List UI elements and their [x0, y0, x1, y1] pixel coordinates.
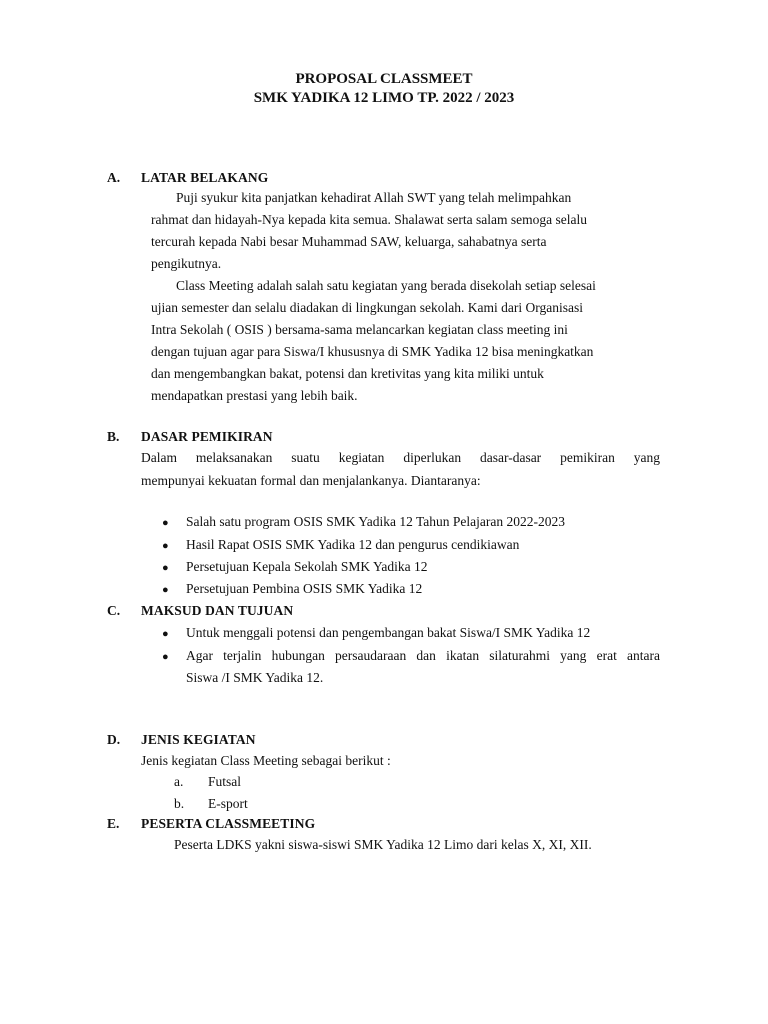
- bullet-icon: ●: [162, 651, 169, 663]
- section-a-line: ujian semester dan selalu diadakan di lingkungan sekolah. Kami dari Organisasi: [151, 300, 584, 315]
- section-b-bullet: Persetujuan Pembina OSIS SMK Yadika 12: [186, 581, 423, 596]
- section-a-line: tercurah kepada Nabi besar Muhammad SAW, keluarga, sahabatnya serta: [151, 234, 547, 249]
- bullet-icon: ●: [162, 584, 169, 596]
- document-title-line1: PROPOSAL CLASSMEET: [295, 71, 473, 87]
- bullet-icon: ●: [162, 628, 169, 640]
- section-d-title: JENIS KEGIATAN: [141, 732, 256, 747]
- section-a-letter: A.: [107, 170, 121, 185]
- section-e-title: PESERTA CLASSMEETING: [141, 816, 316, 831]
- section-b-bullet: Persetujuan Kepala Sekolah SMK Yadika 12: [186, 559, 428, 574]
- section-b-intro-line1: Dalam melaksanakan suatu kegiatan diperlukan dasar-dasar pemikiran yang: [141, 450, 660, 465]
- section-a-line: mendapatkan prestasi yang lebih baik.: [151, 388, 358, 403]
- section-a-title: LATAR BELAKANG: [141, 170, 269, 185]
- document-title-line2: SMK YADIKA 12 LIMO TP. 2022 / 2023: [253, 90, 515, 106]
- bullet-icon: ●: [162, 540, 169, 552]
- section-c-letter: C.: [107, 603, 121, 618]
- section-c-title: MAKSUD DAN TUJUAN: [141, 603, 294, 618]
- section-e-text: Peserta LDKS yakni siswa-siswi SMK Yadika 12 Limo dari kelas X, XI, XII.: [174, 837, 592, 852]
- section-d-item-label: Futsal: [208, 774, 242, 789]
- section-a-line: pengikutnya.: [151, 256, 222, 271]
- section-d-item-label: E-sport: [208, 796, 248, 811]
- section-e-letter: E.: [107, 816, 120, 831]
- section-a-line: dan mengembangkan bakat, potensi dan kretivitas yang kita miliki untuk: [151, 366, 544, 381]
- section-b-bullet: Salah satu program OSIS SMK Yadika 12 Tahun Pelajaran 2022-2023: [186, 514, 566, 529]
- section-d-item-marker: b.: [174, 796, 185, 811]
- bullet-icon: ●: [162, 562, 169, 574]
- bullet-icon: ●: [162, 517, 169, 529]
- section-b-letter: B.: [107, 429, 120, 444]
- section-d-item-marker: a.: [174, 774, 184, 789]
- section-a-line: rahmat dan hidayah-Nya kepada kita semua. Shalawat serta salam semoga selalu: [151, 212, 587, 227]
- section-c-bullet1: Untuk menggali potensi dan pengembangan bakat Siswa/I SMK Yadika 12: [186, 625, 591, 640]
- section-b-title: DASAR PEMIKIRAN: [141, 429, 273, 444]
- section-c-bullet2-line1: Agar terjalin hubungan persaudaraan dan ikatan silaturahmi yang erat antara: [186, 648, 660, 663]
- section-b-intro-line2: mempunyai kekuatan formal dan menjalankanya. Diantaranya:: [141, 473, 481, 488]
- section-a-line: Intra Sekolah ( OSIS ) bersama-sama melancarkan kegiatan class meeting ini: [151, 322, 568, 337]
- section-d-intro: Jenis kegiatan Class Meeting sebagai berikut :: [141, 753, 391, 768]
- section-a-line: Class Meeting adalah salah satu kegiatan yang berada disekolah setiap selesai: [176, 278, 596, 293]
- section-a-line: dengan tujuan agar para Siswa/I khususnya di SMK Yadika 12 bisa meningkatkan: [151, 344, 594, 359]
- section-c-bullet2-line2: Siswa /I SMK Yadika 12.: [186, 670, 324, 685]
- section-b-bullet: Hasil Rapat OSIS SMK Yadika 12 dan pengurus cendikiawan: [186, 537, 520, 552]
- section-d-letter: D.: [107, 732, 121, 747]
- section-a-line: Puji syukur kita panjatkan kehadirat Allah SWT yang telah melimpahkan: [176, 190, 572, 205]
